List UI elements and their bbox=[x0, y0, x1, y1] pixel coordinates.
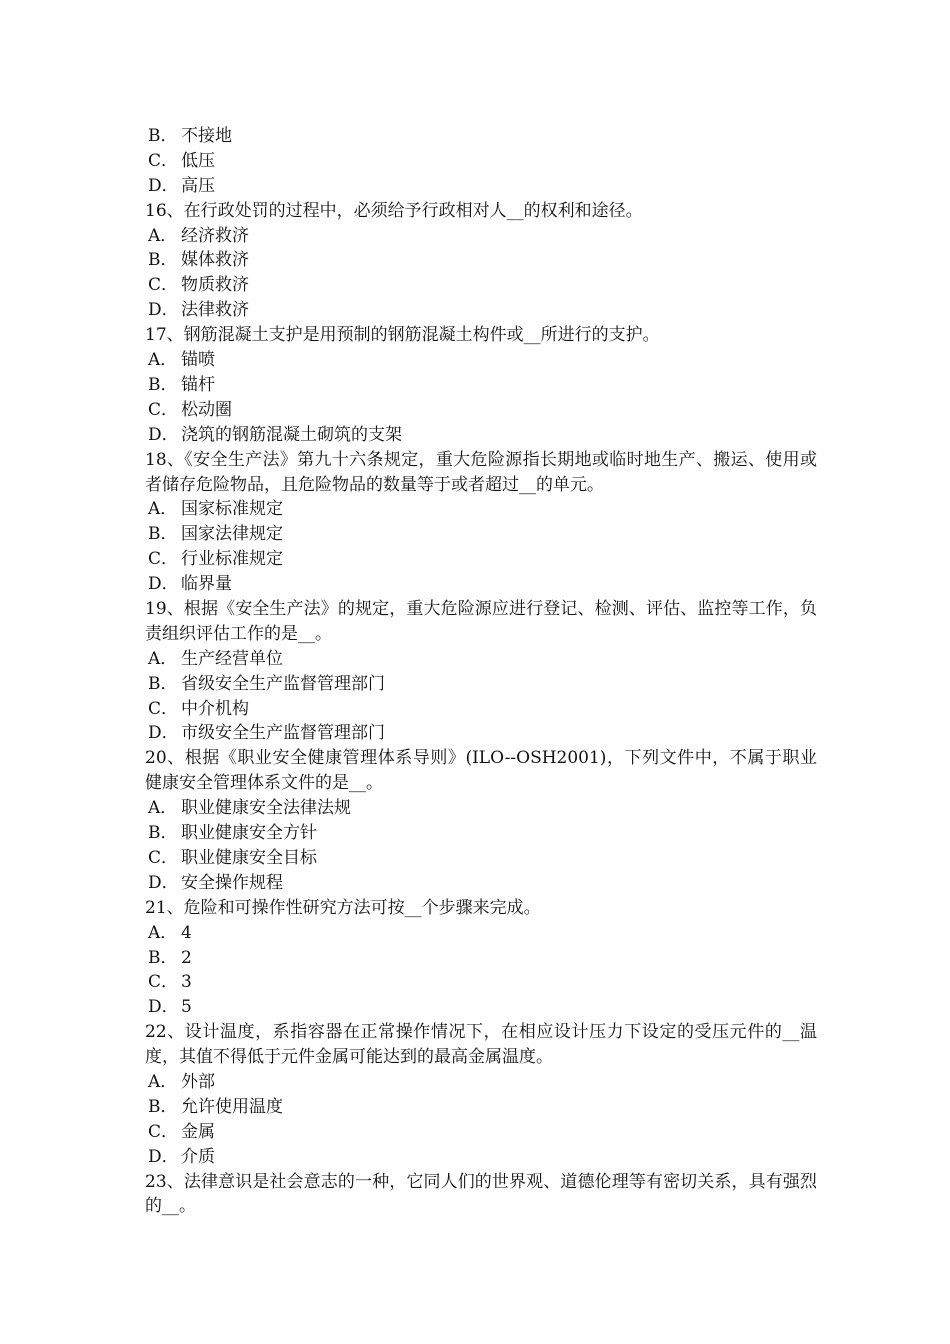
option-text: 行业标准规定 bbox=[181, 549, 283, 570]
option-letter: D． bbox=[148, 1146, 179, 1167]
option-d bbox=[145, 174, 817, 199]
document-page bbox=[145, 124, 817, 1219]
question-stem: 19、根据《安全生产法》的规定，重大危险源应进行登记、检测、评估、监控等工作，负责组织评估工作的是__。 bbox=[145, 598, 817, 644]
option-letter: B． bbox=[148, 1096, 178, 1117]
option-d bbox=[145, 423, 817, 448]
option-letter: D． bbox=[148, 424, 179, 445]
option-text: 外部 bbox=[181, 1072, 215, 1093]
option-letter: A． bbox=[148, 499, 178, 520]
option-c bbox=[145, 1120, 817, 1145]
option-text: 锚喷 bbox=[181, 350, 215, 371]
option-letter: B． bbox=[148, 823, 178, 844]
option-text: 4 bbox=[181, 922, 192, 943]
option-a bbox=[145, 796, 817, 821]
option-a bbox=[145, 224, 817, 249]
option-letter: B． bbox=[148, 126, 178, 146]
question-stem: 22、设计温度，系指容器在正常操作情况下，在相应设计压力下设定的受压元件的__温度，其值不得低于元件金属可能达到的最高金属温度。 bbox=[145, 1022, 817, 1068]
option-letter: C． bbox=[148, 1121, 179, 1142]
option-text: 3 bbox=[181, 972, 192, 993]
option-b bbox=[145, 248, 817, 273]
option-text: 职业健康安全方针 bbox=[181, 823, 317, 844]
option-text: 经济救济 bbox=[181, 225, 249, 246]
option-letter: B． bbox=[148, 947, 178, 968]
option-d bbox=[145, 871, 817, 896]
question-stem: 16、在行政处罚的过程中，必须给予行政相对人__的权利和途径。 bbox=[145, 200, 643, 221]
option-letter: A． bbox=[148, 648, 178, 669]
option-letter: A． bbox=[148, 1072, 178, 1093]
option-text: 允许使用温度 bbox=[181, 1096, 283, 1117]
option-c bbox=[145, 970, 817, 995]
option-c bbox=[145, 398, 817, 423]
option-text: 中介机构 bbox=[181, 698, 249, 719]
option-d bbox=[145, 298, 817, 323]
option-d bbox=[145, 1145, 817, 1170]
question-stem: 18、《安全生产法》第九十六条规定，重大危险源指长期地或临时地生产、搬运、使用或者储存危险物品，且危险物品的数量等于或者超过__的单元。 bbox=[145, 449, 817, 495]
option-b bbox=[145, 821, 817, 846]
option-text: 职业健康安全法律法规 bbox=[181, 798, 351, 819]
option-text: 5 bbox=[181, 997, 192, 1018]
option-letter: C． bbox=[148, 549, 179, 570]
option-c bbox=[145, 547, 817, 572]
option-text: 临界量 bbox=[181, 574, 232, 595]
question-block bbox=[145, 896, 817, 1020]
question-block bbox=[145, 597, 817, 746]
option-letter: B． bbox=[148, 250, 178, 271]
question-stem: 17、钢筋混凝土支护是用预制的钢筋混凝土构件或__所进行的支护。 bbox=[145, 325, 660, 346]
option-text: 职业健康安全目标 bbox=[181, 847, 317, 868]
option-text: 法律救济 bbox=[181, 300, 249, 321]
option-a bbox=[145, 647, 817, 672]
option-letter: B． bbox=[148, 374, 178, 395]
option-letter: C． bbox=[148, 972, 179, 993]
option-text: 国家标准规定 bbox=[181, 499, 283, 520]
question-block bbox=[145, 448, 817, 597]
lead-options bbox=[145, 124, 817, 199]
option-letter: D． bbox=[148, 175, 179, 196]
option-letter: C． bbox=[148, 698, 179, 719]
option-b bbox=[145, 373, 817, 398]
option-text: 生产经营单位 bbox=[181, 648, 283, 669]
option-text: 介质 bbox=[181, 1146, 215, 1167]
option-text: 物质救济 bbox=[181, 275, 249, 296]
question-block bbox=[145, 323, 817, 447]
option-text: 松动圈 bbox=[181, 399, 232, 420]
option-letter: C． bbox=[148, 399, 179, 420]
option-text: 高压 bbox=[181, 175, 215, 196]
option-c bbox=[145, 149, 817, 174]
option-text: 低压 bbox=[181, 150, 215, 171]
question-block bbox=[145, 1020, 817, 1169]
option-b bbox=[145, 124, 817, 149]
option-letter: A． bbox=[148, 350, 178, 371]
option-text: 锚杆 bbox=[181, 374, 215, 395]
option-d bbox=[145, 995, 817, 1020]
option-a bbox=[145, 348, 817, 373]
option-letter: D． bbox=[148, 872, 179, 893]
option-text: 2 bbox=[181, 947, 192, 968]
option-letter: B． bbox=[148, 673, 178, 694]
option-letter: C． bbox=[148, 150, 179, 171]
option-text: 浇筑的钢筋混凝土砌筑的支架 bbox=[181, 424, 402, 445]
option-a bbox=[145, 1070, 817, 1095]
option-letter: D． bbox=[148, 997, 179, 1018]
option-letter: A． bbox=[148, 225, 178, 246]
option-b bbox=[145, 1095, 817, 1120]
option-text: 省级安全生产监督管理部门 bbox=[181, 673, 385, 694]
option-letter: C． bbox=[148, 275, 179, 296]
option-c bbox=[145, 273, 817, 298]
option-a bbox=[145, 497, 817, 522]
option-text: 金属 bbox=[181, 1121, 215, 1142]
option-letter: D． bbox=[148, 723, 179, 744]
option-letter: C． bbox=[148, 847, 179, 868]
option-letter: A． bbox=[148, 798, 178, 819]
question-block bbox=[145, 199, 817, 323]
option-letter: A． bbox=[148, 922, 178, 943]
option-c bbox=[145, 697, 817, 722]
option-a bbox=[145, 921, 817, 946]
option-text: 安全操作规程 bbox=[181, 872, 283, 893]
option-b bbox=[145, 522, 817, 547]
option-letter: D． bbox=[148, 574, 179, 595]
option-text: 媒体救济 bbox=[181, 250, 249, 271]
question-list bbox=[145, 199, 817, 1220]
question-stem: 21、危险和可操作性研究方法可按__个步骤来完成。 bbox=[145, 897, 541, 918]
option-letter: D． bbox=[148, 300, 179, 321]
question-stem: 23、法律意识是社会意志的一种，它同人们的世界观、道德伦理等有密切关系，具有强烈的__。 bbox=[145, 1171, 817, 1217]
question-block bbox=[145, 1170, 817, 1220]
option-text: 市级安全生产监督管理部门 bbox=[181, 723, 385, 744]
question-block bbox=[145, 746, 817, 895]
option-d bbox=[145, 721, 817, 746]
option-d bbox=[145, 572, 817, 597]
question-stem: 20、根据《职业安全健康管理体系导则》(ILO--OSH2001)，下列文件中，不属于职业健康安全管理体系文件的是__。 bbox=[145, 748, 817, 794]
option-text: 不接地 bbox=[181, 126, 232, 146]
option-c bbox=[145, 846, 817, 871]
option-letter: B． bbox=[148, 524, 178, 545]
option-b bbox=[145, 672, 817, 697]
option-b bbox=[145, 946, 817, 971]
option-text: 国家法律规定 bbox=[181, 524, 283, 545]
